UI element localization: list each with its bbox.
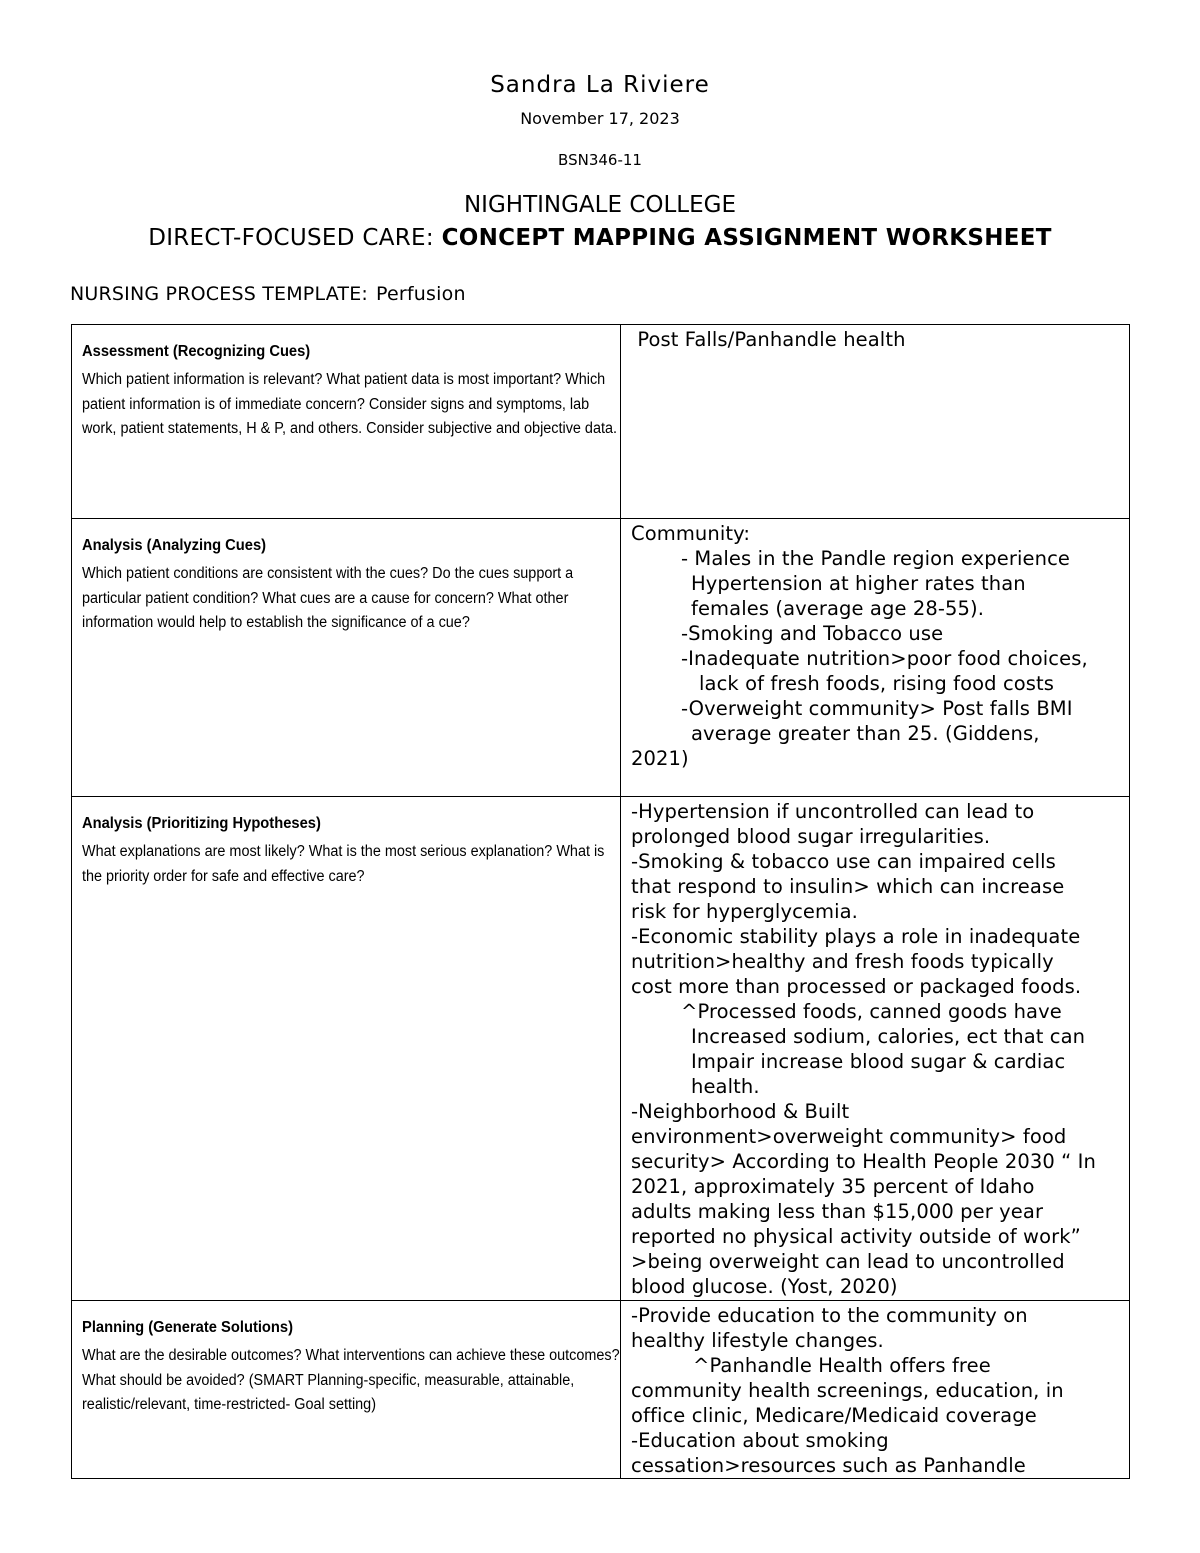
- section-title: Analysis (Prioritizing Hypotheses): [82, 815, 321, 832]
- answer-line: Post Falls/Panhandle health: [631, 328, 906, 351]
- planning-answer-cell[interactable]: [621, 1301, 1130, 1479]
- answer-line: Increased sodium, calories, ect that can: [691, 1025, 1086, 1048]
- section-description: Which patient information is relevant? What patient data is most important? Which patient information is of immediate concern? Consider signs and symptoms, lab work, patient statements, H & P, and others. Consider subjective and objective data.: [82, 371, 617, 437]
- table-row: [72, 519, 1130, 797]
- answer-line: -Overweight community> Post falls BMI: [681, 697, 1073, 720]
- college-name: NIGHTINGALE COLLEGE: [463, 192, 737, 218]
- answer-line: - Males in the Pandle region experience: [681, 547, 1070, 570]
- table-row: [72, 1301, 1130, 1479]
- answer-line: community health screenings, education, in: [631, 1379, 1064, 1402]
- section-description: Which patient conditions are consistent with the cues? Do the cues support a particular patient condition? What cues are a cause for concern? What other information would help to establish the significance of a cue?: [82, 565, 574, 631]
- answer-line: ^Panhandle Health offers free: [693, 1354, 991, 1377]
- worksheet-title-main: CONCEPT MAPPING ASSIGNMENT WORKSHEET: [441, 225, 1052, 251]
- answer-line: Impair increase blood sugar & cardiac: [691, 1050, 1066, 1073]
- assessment-answer-cell[interactable]: [621, 325, 1130, 519]
- worksheet-title-prefix: DIRECT-FOCUSED CARE:: [148, 225, 434, 251]
- answer-line: average greater than 25. (Giddens,: [691, 722, 1040, 745]
- template-value: Perfusion: [376, 283, 466, 305]
- planning-prompt-cell: [72, 1301, 621, 1479]
- assessment-prompt-cell: [72, 325, 621, 519]
- analyzing-cues-answer-cell[interactable]: [621, 519, 1130, 797]
- prioritizing-hypotheses-answer-cell[interactable]: [621, 797, 1130, 1301]
- answer-line: >being overweight can lead to uncontrolled: [631, 1250, 1065, 1273]
- answer-line: cessation>resources such as Panhandle: [631, 1454, 1026, 1477]
- answer-line: risk for hyperglycemia.: [631, 900, 858, 923]
- worksheet-title: [0, 225, 1200, 251]
- answer-line: Hypertension at higher rates than: [691, 572, 1026, 595]
- answer-line: cost more than processed or packaged foods.: [631, 975, 1082, 998]
- answer-line: -Economic stability plays a role in inadequate: [631, 925, 1081, 948]
- answer-line: adults making less than $15,000 per year: [631, 1200, 1044, 1223]
- answer-line: reported no physical activity outside of work”: [631, 1225, 1081, 1248]
- author-name: Sandra La Riviere: [490, 72, 710, 98]
- answer-line: environment>overweight community> food: [631, 1125, 1067, 1148]
- concept-map-table: [71, 324, 1130, 1479]
- answer-line: -Neighborhood & Built: [631, 1100, 850, 1123]
- answer-line: health.: [691, 1075, 760, 1098]
- answer-line: that respond to insulin> which can increase: [631, 875, 1065, 898]
- answer-line: nutrition>healthy and fresh foods typically: [631, 950, 1054, 973]
- section-description: What explanations are most likely? What is the most serious explanation? What is the priority order for safe and effective care?: [82, 843, 605, 885]
- answer-line: -Provide education to the community on: [631, 1304, 1028, 1327]
- section-title: Assessment (Recognizing Cues): [82, 343, 311, 360]
- template-label: NURSING PROCESS TEMPLATE:: [70, 283, 369, 305]
- answer-line: prolonged blood sugar irregularities.: [631, 825, 991, 848]
- answer-line: -Hypertension if uncontrolled can lead to: [631, 800, 1035, 823]
- answer-line: -Inadequate nutrition>poor food choices,: [681, 647, 1088, 670]
- answer-line: -Smoking and Tobacco use: [681, 622, 944, 645]
- answer-line: -Education about smoking: [631, 1429, 889, 1452]
- section-description: What are the desirable outcomes? What interventions can achieve these outcomes? What should be avoided? (SMART Planning-specific, measurable, attainable, realistic/relevant, time-restricted- Goal setting): [82, 1347, 620, 1413]
- answer-line: -Smoking & tobacco use can impaired cells: [631, 850, 1056, 873]
- section-title: Planning (Generate Solutions): [82, 1319, 294, 1336]
- answer-line: ^Processed foods, canned goods have: [681, 1000, 1062, 1023]
- nursing-process-template: [70, 283, 466, 305]
- answer-line: 2021, approximately 35 percent of Idaho: [631, 1175, 1035, 1198]
- course-code: BSN346-11: [558, 151, 642, 169]
- section-title: Analysis (Analyzing Cues): [82, 537, 267, 554]
- answer-line: security> According to Health People 2030 “ In: [631, 1150, 1096, 1173]
- answer-line: lack of fresh foods, rising food costs: [699, 672, 1055, 695]
- analyzing-cues-prompt-cell: [72, 519, 621, 797]
- document-date: November 17, 2023: [520, 109, 680, 128]
- answer-line: blood glucose. (Yost, 2020): [631, 1275, 898, 1298]
- answer-line: females (average age 28-55).: [691, 597, 985, 620]
- table-row: [72, 797, 1130, 1301]
- table-row: [72, 325, 1130, 519]
- prioritizing-hypotheses-prompt-cell: [72, 797, 621, 1301]
- answer-line: 2021): [631, 747, 689, 770]
- answer-line: healthy lifestyle changes.: [631, 1329, 884, 1352]
- answer-line: office clinic, Medicare/Medicaid coverage: [631, 1404, 1037, 1427]
- answer-line: Community:: [631, 522, 751, 545]
